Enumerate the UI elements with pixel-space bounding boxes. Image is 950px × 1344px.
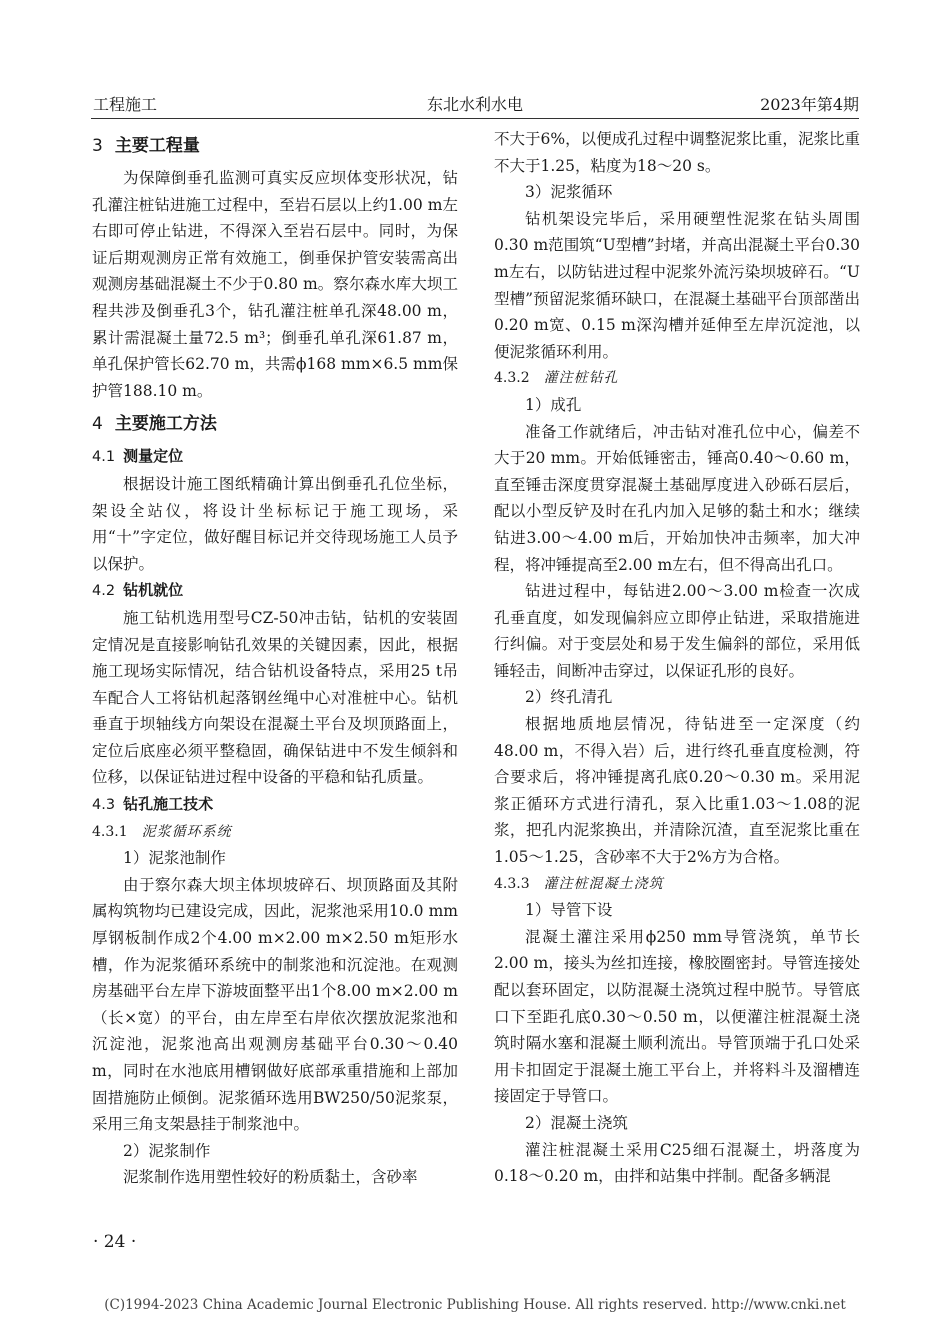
body-paragraph: 为保障倒垂孔监测可真实反应坝体变形状况，钻孔灌注桩钻进施工过程中，至岩石层以上约1.00 m左右即可停止钻进，不得深入至岩石层中。同时，为保证后期观测房正常有效施工，倒垂保护管安装需高出观测房基础混凝土不少于0.80 m。察尔森水库大坝工程共涉及倒垂孔3个，钻孔灌注桩单孔深48.00 m，累计需混凝土量72.5 m³；倒垂孔单孔深61.87 m，单孔保护管长62.70 m，共需ϕ168 mm×6.5 mm保护管188.10 m。 xyxy=(92,169,458,400)
body-paragraph: 钻进过程中，每钻进2.00～3.00 m检查一次成孔垂直度，如发现偏斜应立即停止钻进，采取措施进行纠偏。对于变层处和易于发生偏斜的部位，采用低锤轻击，间断冲击穿过，以保证孔形的良好。 xyxy=(494,582,860,680)
section-number: 4.3.3 xyxy=(494,875,530,892)
section-heading xyxy=(92,443,458,471)
body-paragraph: 1）导管下设 xyxy=(525,901,613,920)
section-number: 4.3.1 xyxy=(92,823,128,840)
running-header xyxy=(91,92,859,119)
section-number: 4 xyxy=(92,414,103,435)
body-paragraph: 钻机架设完毕后，采用硬塑性泥浆在钻头周围0.30 m范围筑“U型槽”封堵，并高出混凝土平台0.30 m左右，以防钻进过程中泥浆外流污染坝坡碎石。“U型槽”预留泥浆循环缺口，在混凝土基础平台顶部凿出0.20 m宽、0.15 m深沟槽并延伸至左岸沉淀池，以便泥浆循环利用。 xyxy=(494,209,860,361)
section-heading xyxy=(494,871,860,898)
body-paragraph: 2）泥浆制作 xyxy=(123,1141,211,1160)
section-number: 4.3 xyxy=(92,797,116,814)
body-paragraph: 准备工作就绪后，冲击钻对准孔位中心，偏差不大于20 mm。开始低锤密击，锤高0.40～0.60 m，直至锤击深度贯穿混凝土基础厚度进入砂砾石层后，配以小型反铲及时在孔内加入足够的黏土和水；继续钻进3.00～4.00 m后，开始加快冲击频率，加大冲程，将冲锤提高至2.00 m左右，但不得高出孔口。 xyxy=(494,422,860,574)
section-number: 3 xyxy=(92,136,103,156)
section-number: 4.1 xyxy=(92,449,116,466)
body-paragraph: 混凝土灌注采用ϕ250 mm导管浇筑，单节长2.00 m，接头为丝扣连接，橡胶圈密封。导管连接处配以套环固定，以防混凝土浇筑过程中脱节。导管底口下至距孔底0.30～0.50 m，以便灌注桩混凝土浇筑时隔水塞和混凝土顺利流出。导管顶端于孔口处采用卡扣固定于混凝土施工平台上，并将料斗及溜槽连接固定于导管口。 xyxy=(494,927,860,1106)
left-column xyxy=(92,126,458,1191)
section-heading xyxy=(92,791,458,819)
header-section: 工程施工 xyxy=(93,95,158,114)
section-heading xyxy=(92,410,458,438)
page-number: · 24 · xyxy=(93,1232,137,1252)
body-paragraph: 2）混凝土浇筑 xyxy=(525,1113,628,1132)
body-paragraph: 2）终孔清孔 xyxy=(525,688,613,707)
body-paragraph: 施工钻机选用型号CZ-50冲击钻，钻机的安装固定情况是直接影响钻孔效果的关键因素，因此，根据施工现场实际情况，结合钻机设备特点，采用25 t吊车配合人工将钻机起落钢丝绳中心对准桩中心。钻机垂直于坝轴线方向架设在混凝土平台及坝顶路面上，定位后底座必须平整稳固，确保钻进中不发生倾斜和位移，以保证钻进过程中设备的平稳和钻孔质量。 xyxy=(92,608,458,787)
section-number: 4.3.2 xyxy=(494,370,530,387)
section-title: 钻机就位 xyxy=(123,581,184,600)
section-title: 泥浆循环系统 xyxy=(141,823,232,840)
body-paragraph: 1）成孔 xyxy=(525,395,582,414)
section-heading xyxy=(92,819,458,846)
body-paragraph: 泥浆制作选用塑性较好的粉质黏土，含砂率 xyxy=(123,1168,418,1187)
copyright-footer: (C)1994-2023 China Academic Journal Electronic Publishing House. All rights reserved. http://www.cnki.net xyxy=(104,1297,846,1313)
body-paragraph: 1）泥浆池制作 xyxy=(123,849,226,868)
header-journal: 东北水利水电 xyxy=(426,95,523,114)
section-title: 测量定位 xyxy=(123,447,184,466)
section-heading xyxy=(494,365,860,392)
section-title: 主要施工方法 xyxy=(114,414,217,435)
body-paragraph: 根据设计施工图纸精确计算出倒垂孔孔位坐标，架设全站仪，将设计坐标标记于施工现场，采用“十”字定位，做好醒目标记并交待现场施工人员予以保护。 xyxy=(92,474,458,573)
header-issue: 2023年第4期 xyxy=(760,95,859,114)
section-heading xyxy=(92,132,458,160)
body-paragraph: 灌注桩混凝土采用C25细石混凝土，坍落度为0.18～0.20 m，由拌和站集中拌制。配备多辆混 xyxy=(494,1140,860,1186)
body-paragraph: 由于察尔森大坝主体坝坡碎石、坝顶路面及其附属构筑物均已建设完成，因此，泥浆池采用10.0 mm厚钢板制作成2个4.00 m×2.00 m×2.50 m矩形水槽，作为泥浆循环系统中的制浆池和沉淀池。在观测房基础平台左岸下游坡面整平出1个8.00 m×2.00 m（长×宽）的平台，由左岸至右岸依次摆放泥浆池和沉淀池，泥浆池高出观测房基础平台0.30～0.40 m，同时在水池底用槽钢做好底部承重措施和上部加固措施防止倾倒。泥浆循环选用BW250/50泥浆泵，采用三角支架悬挂于制浆池中。 xyxy=(92,875,458,1134)
body-paragraph: 不大于6%，以便成孔过程中调整泥浆比重，泥浆比重不大于1.25，粘度为18～20 s。 xyxy=(494,130,860,175)
right-column xyxy=(494,126,860,1190)
body-paragraph: 根据地质地层情况，待钻进至一定深度（约48.00 m，不得入岩）后，进行终孔垂直度检测，符合要求后，将冲锤提离孔底0.20～0.30 m。采用泥浆正循环方式进行清孔，泵入比重1.03～1.08的泥浆，把孔内泥浆换出，并清除沉渣，直至泥浆比重在1.05～1.25，含砂率不大于2%方为合格。 xyxy=(494,715,860,867)
section-number: 4.2 xyxy=(92,583,116,600)
section-title: 钻孔施工技术 xyxy=(123,795,214,814)
section-title: 灌注桩混凝土浇筑 xyxy=(543,875,664,892)
section-title: 主要工程量 xyxy=(114,136,200,156)
body-paragraph: 3）泥浆循环 xyxy=(525,183,613,202)
section-title: 灌注桩钻孔 xyxy=(543,370,619,387)
section-heading xyxy=(92,577,458,605)
